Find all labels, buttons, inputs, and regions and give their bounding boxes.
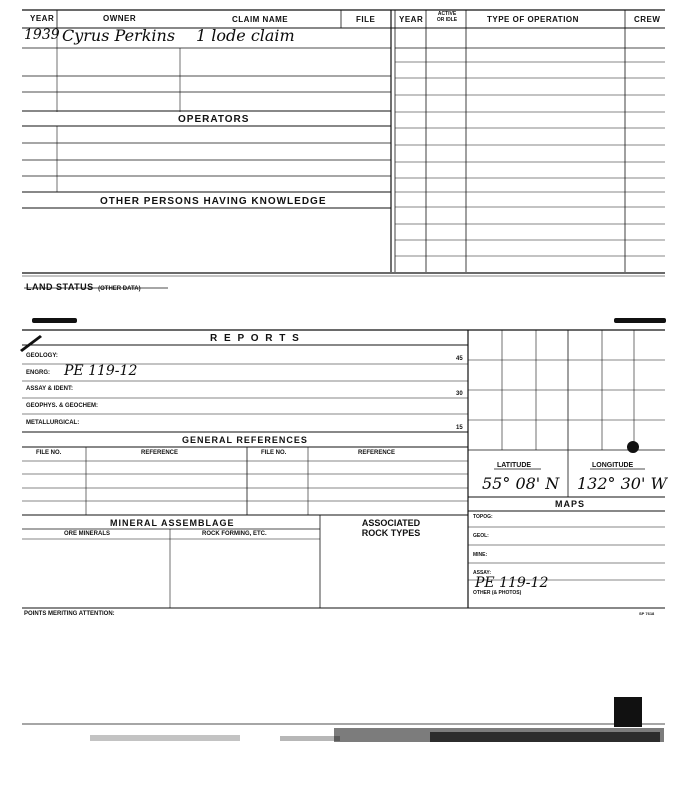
- row1-claim-name: 1 lode claim: [196, 26, 295, 45]
- points-meriting-attention: POINTS MERITING ATTENTION:: [24, 611, 115, 617]
- maps-heading: MAPS: [555, 499, 586, 509]
- land-status-label: [26, 277, 141, 295]
- mineral-assemblage-heading: MINERAL ASSEMBLAGE: [110, 518, 235, 528]
- header-year: YEAR: [30, 14, 55, 23]
- report-assay-label: ASSAY & IDENT:: [26, 386, 74, 392]
- report-assay-num: 30: [456, 391, 463, 397]
- operators-heading: OPERATORS: [178, 114, 250, 125]
- report-metallurgical-num: 15: [456, 425, 463, 431]
- report-engrg-value: PE 119-12: [64, 363, 138, 379]
- header-year-2: YEAR: [399, 15, 424, 24]
- maps-mine-label: MINE:: [473, 552, 488, 558]
- row1-owner: Cyrus Perkins: [62, 26, 176, 45]
- other-persons-heading: OTHER PERSONS HAVING KNOWLEDGE: [100, 196, 327, 207]
- longitude-value: 132° 30' W: [577, 474, 667, 493]
- associated-rock-types-heading: [352, 518, 430, 538]
- maps-assay-value: PE 119-12: [475, 575, 549, 591]
- latitude-value: 55° 08' N: [482, 474, 560, 493]
- report-geophys-label: GEOPHYS. & GEOCHEM:: [26, 403, 99, 409]
- report-geology-label: GEOLOGY:: [26, 353, 58, 359]
- header-file: FILE: [356, 15, 376, 24]
- maps-other-label: OTHER (& PHOTOS): [473, 590, 522, 596]
- header-or-idle: OR IDLE: [436, 17, 458, 23]
- associated-label: ASSOCIATED: [361, 518, 421, 528]
- header-active: ACTIVE: [437, 11, 457, 17]
- land-status-sub: (OTHER DATA): [98, 286, 141, 292]
- longitude-label: LONGITUDE: [592, 462, 634, 469]
- report-engrg-label: ENGRG:: [26, 370, 50, 376]
- report-metallurgical-label: METALLURGICAL:: [26, 420, 80, 426]
- header-crew: CREW: [634, 15, 661, 24]
- row1-year: 1939: [24, 27, 60, 43]
- maps-assay-label: ASSAY:: [473, 570, 492, 576]
- gr-file-no-header-2: FILE NO.: [261, 450, 287, 456]
- general-references-heading: GENERAL REFERENCES: [182, 435, 308, 445]
- ore-minerals-header: ORE MINERALS: [64, 531, 111, 537]
- form-number: SP 7618: [639, 611, 655, 616]
- reports-heading: R E P O R T S: [210, 333, 301, 344]
- maps-geol-label: GEOL:: [473, 533, 489, 539]
- rock-types-label: ROCK TYPES: [361, 528, 421, 538]
- latitude-label: LATITUDE: [497, 462, 532, 469]
- header-owner: OWNER: [103, 14, 137, 23]
- report-geology-num: 45: [456, 356, 463, 362]
- gr-reference-header: REFERENCE: [141, 450, 179, 456]
- header-type-of-operation: TYPE OF OPERATION: [487, 15, 579, 24]
- gr-file-no-header: FILE NO.: [36, 450, 62, 456]
- gr-reference-header-2: REFERENCE: [358, 450, 396, 456]
- rock-forming-header: ROCK FORMING, ETC.: [202, 531, 267, 537]
- land-status-title: LAND STATUS: [26, 282, 94, 292]
- header-claim-name: CLAIM NAME: [232, 15, 289, 24]
- header-active-or-idle: [431, 11, 463, 23]
- maps-topog-label: TOPOG:: [473, 514, 493, 520]
